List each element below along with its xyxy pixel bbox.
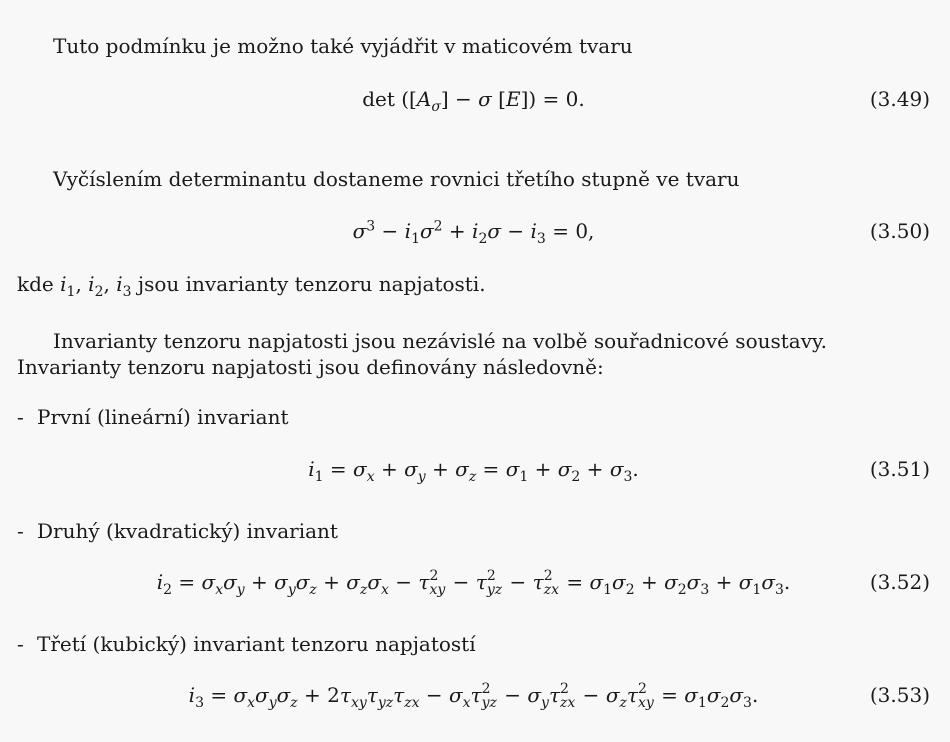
equation-3-53 bbox=[17, 682, 930, 712]
equation-3-49-math: $\det ([A_\sigma] - \sigma$ [E]) = 0. bbox=[362, 87, 585, 115]
equation-3-53-math: $i_3 = \sigma_x\sigma_y\sigma_z + 2\tau_{xy}\tau_{yz}\tau_{zx} - \sigma_x\tau$ 2 yz − $\sigma_y\tau$ 2 zx − $\sigma_z\tau$ 2 xy = $\sigma_1\sigma_2\sigma_3$. bbox=[188, 681, 759, 711]
list-item-third-invariant: - Třetí (kubický) invariant tenzoru napjatostí bbox=[17, 632, 476, 656]
equation-3-49 bbox=[17, 86, 930, 116]
list-item-label: Druhý (kvadratický) invariant bbox=[37, 519, 338, 543]
list-item-label: Třetí (kubický) invariant tenzoru napjatostí bbox=[37, 632, 476, 656]
paragraph-invariants-definition: Invarianty tenzoru napjatosti jsou nezávislé na volbě souřadnicové soustavy. Invarianty tenzoru napjatosti jsou definovány následovně: bbox=[17, 329, 828, 379]
paragraph-prefix: kde bbox=[17, 272, 54, 296]
equation-number: (3.52) bbox=[869, 570, 930, 594]
equation-3-51 bbox=[17, 456, 930, 486]
paragraph-suffix: jsou invarianty tenzoru napjatosti. bbox=[137, 272, 486, 296]
equation-number: (3.51) bbox=[869, 457, 930, 481]
paragraph-invariants-note: kde $i_1$, $i_2$, $i_3$ jsou invarianty tenzoru napjatosti. bbox=[17, 272, 486, 300]
equation-number: (3.53) bbox=[869, 683, 930, 707]
equation-3-52 bbox=[17, 569, 930, 599]
paragraph-determinant: Vyčíslením determinantu dostaneme rovnici třetího stupně ve tvaru bbox=[53, 167, 740, 191]
equation-3-52-math: $i_2 = \sigma_x\sigma_y + \sigma_y\sigma_z + \sigma_z\sigma_x - \tau$ 2 xy − τ 2 yz − τ 2 zx = $\sigma_1\sigma_2 + \sigma_2\sigma_3 + \sigma_1\sigma_3$. bbox=[156, 568, 791, 598]
equation-number: (3.50) bbox=[869, 219, 930, 243]
equation-number: (3.49) bbox=[869, 87, 930, 111]
paragraph-intro: Tuto podmínku je možno také vyjádřit v maticovém tvaru bbox=[53, 34, 633, 58]
equation-3-50 bbox=[17, 218, 930, 248]
list-item-label: První (lineární) invariant bbox=[37, 405, 289, 429]
equation-3-51-math: $i_1 = \sigma_x + \sigma_y + \sigma_z = \sigma_1 + \sigma_2 + \sigma_3$. bbox=[308, 457, 639, 485]
list-item-first-invariant: - První (lineární) invariant bbox=[17, 405, 289, 429]
list-item-second-invariant: - Druhý (kvadratický) invariant bbox=[17, 519, 338, 543]
equation-3-50-math: $\sigma^3 - i_1\sigma^2 + i_2\sigma - i_3 = 0$, bbox=[352, 218, 595, 247]
